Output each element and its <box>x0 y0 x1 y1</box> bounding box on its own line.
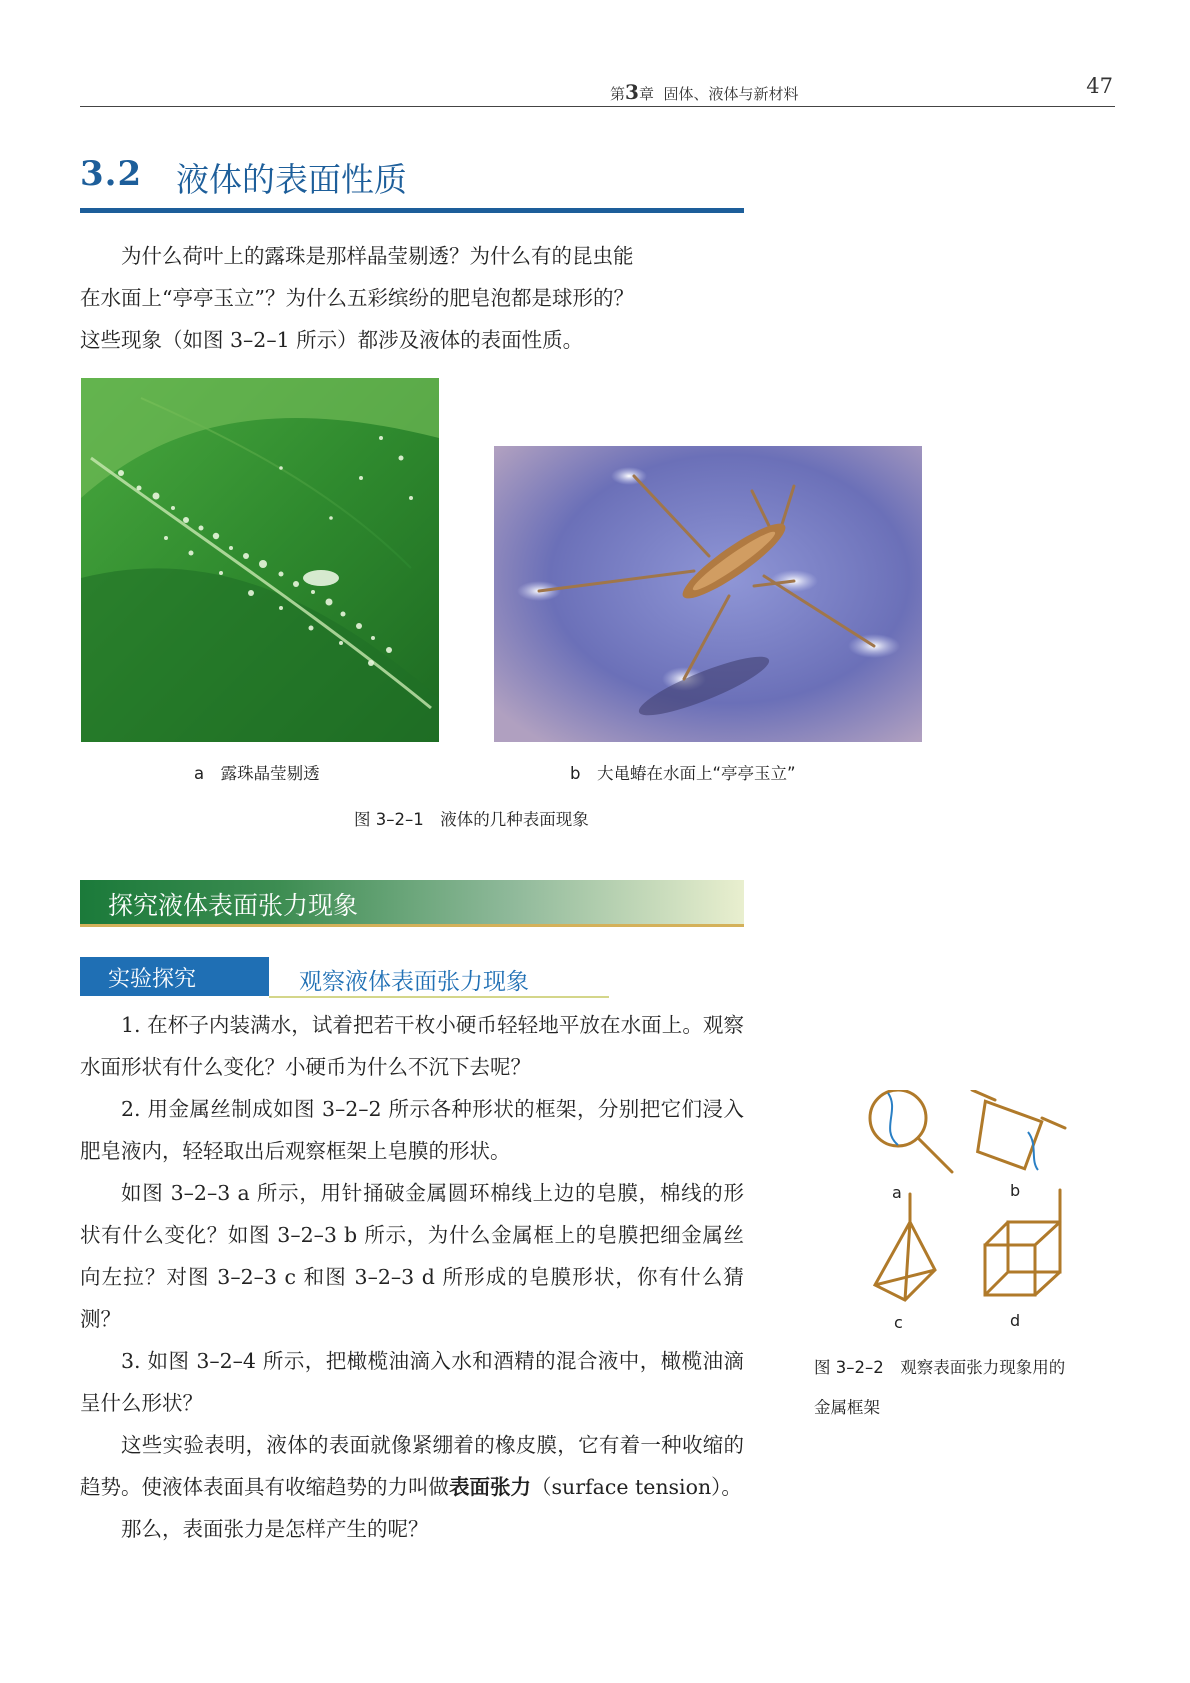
question-paragraph: 那么，表面张力是怎样产生的呢？ <box>121 1517 429 1541</box>
chapter-label: 第3章 固体、液体与新材料 <box>610 80 799 104</box>
intro-line-1: 为什么荷叶上的露珠是那样晶莹剔透？为什么有的昆虫能 <box>121 244 634 268</box>
figure-caption-a: a 露珠晶莹剔透 <box>194 764 320 783</box>
intro-line-2: 在水面上“亭亭玉立”？为什么五彩缤纷的肥皂泡都是球形的？ <box>80 286 634 310</box>
experiment-body <box>80 1004 744 1550</box>
frame-c-pyramid <box>875 1222 935 1300</box>
conclusion-paragraph: 这些实验表明，液体的表面就像紧绷着的橡皮膜，它有着一种收缩的趋势。使液体表面具有收缩趋势的力叫做表面张力（surface tension）。 <box>80 1433 744 1499</box>
frame-label-d: d <box>1010 1311 1021 1330</box>
frames-caption-line-2: 金属框架 <box>814 1398 880 1417</box>
step-3: 3. 如图 3–2–4 所示，把橄榄油滴入水和酒精的混合液中，橄榄油滴呈什么形状？ <box>80 1349 744 1415</box>
step-2-detail: 如图 3–2–3 a 所示，用针捅破金属圆环棉线上边的皂膜，棉线的形状有什么变化？如图 3–2–3 b 所示，为什么金属框上的皂膜把细金属丝向左拉？对图 3–2–3 c 和图 3–2–3 d 所形成的皂膜形状，你有什么猜测？ <box>80 1181 744 1331</box>
frame-a-thread <box>888 1093 898 1145</box>
explore-section-title: 探究液体表面张力现象 <box>108 891 359 920</box>
figure-caption-b: b 大黾蝽在水面上“亭亭玉立” <box>570 764 796 783</box>
frame-b-handle <box>972 1090 995 1100</box>
chapter-title: 固体、液体与新材料 <box>663 85 799 103</box>
experiment-tag <box>80 957 269 996</box>
metal-frames-figure <box>860 1090 1100 1335</box>
water-strider-photo <box>494 446 922 742</box>
frame-a-handle <box>918 1138 952 1172</box>
experiment-title <box>269 957 609 998</box>
explore-section-bar <box>80 880 744 927</box>
running-header <box>80 74 1115 107</box>
section-title <box>80 150 744 213</box>
frames-caption-line-1: 图 3–2–2 观察表面张力现象用的 <box>814 1358 1066 1377</box>
frames-caption <box>814 1348 1114 1428</box>
chapter-number: 3 <box>625 80 639 104</box>
figure-caption: 图 3–2–1 液体的几种表面现象 <box>354 810 589 829</box>
section-heading: 液体的表面性质 <box>176 160 407 199</box>
frame-label-c: c <box>894 1313 903 1332</box>
step-1: 1. 在杯子内装满水，试着把若干枚小硬币轻轻地平放在水面上。观察水面形状有什么变化？小硬币为什么不沉下去呢？ <box>80 1013 744 1079</box>
page-number: 47 <box>1086 74 1113 98</box>
leaf-dewdrop-photo <box>81 378 439 742</box>
frame-b-wire <box>1042 1118 1065 1128</box>
section-number: 3.2 <box>80 154 143 194</box>
key-term: 表面张力 <box>449 1475 531 1499</box>
frame-d-cube <box>985 1222 1060 1295</box>
frame-label-b: b <box>1010 1181 1021 1200</box>
intro-line-3: 这些现象（如图 3–2–1 所示）都涉及液体的表面性质。 <box>80 328 584 352</box>
experiment-title-text: 观察液体表面张力现象 <box>299 969 529 995</box>
experiment-tag-label: 实验探究 <box>108 967 197 992</box>
frame-label-a: a <box>892 1183 902 1202</box>
step-2: 2. 用金属丝制成如图 3–2–2 所示各种形状的框架，分别把它们浸入肥皂液内，轻轻取出后观察框架上皂膜的形状。 <box>80 1097 744 1163</box>
